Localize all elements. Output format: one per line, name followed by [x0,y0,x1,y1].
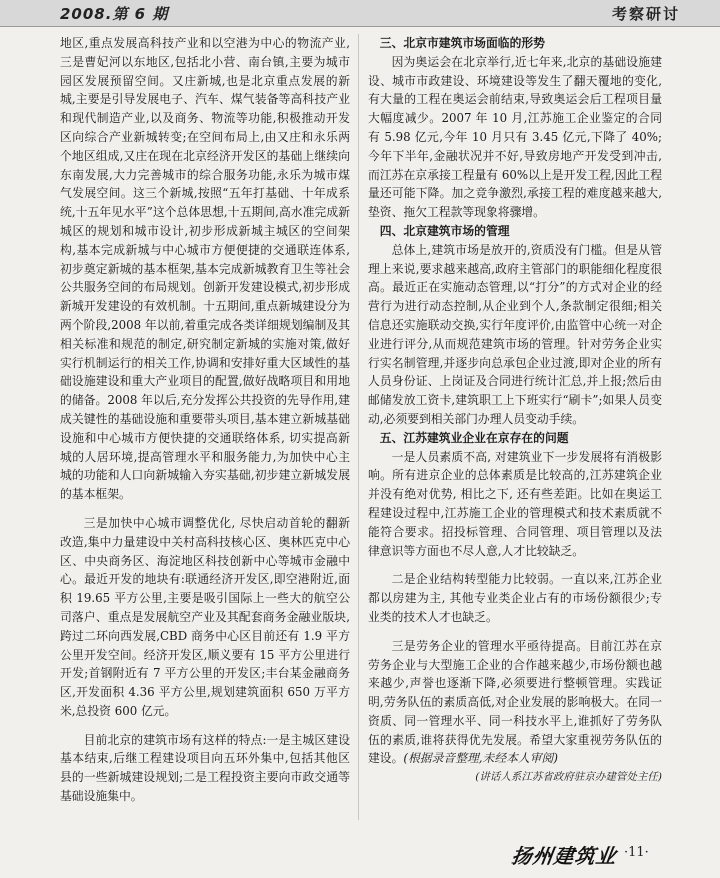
body-paragraph [368,637,662,769]
editor-note: (根据录音整理,未经本人审阅) [403,751,558,766]
body-paragraph: 一是人员素质不高, 对建筑业下一步发展将有消极影响。所有进京企业的总体素质是比较高的,江苏建筑企业并没有绝对优势, 相比之下, 还有些差距。比如在奥运工程建设过程中,江苏施工企业的管理模式和技术素质就不能符合要求。招投标管理、合同管理、项目管理以及法律意识等方面也不尽人意,人才比较缺乏。 [368,449,662,558]
body-paragraph: 因为奥运会在北京举行,近七年来,北京的基础设施建设、城市市政建设、环境建设等发生了翻天覆地的变化,有大量的工程在奥运会前结束,导致奥运会后工程项目量大幅度减少。2007 年 10 月,江苏施工企业鉴定的合同有 5.98 亿元,今年 10 月只有 3.45 亿元,下降了 40%;今年下半年,金融状况并不好,导致房地产开发受到冲击, 而江苏在京承接工程量有 60%以上是开发工程,因此工程量还可能下降。加之竞争激烈,承接工程的难度越来越大,垫资、拖欠工程款等现象将骤增。 [368,54,662,220]
speaker-byline: (讲话人系江苏省政府驻京办建管处主任) [475,771,662,784]
body-paragraph: 目前北京的建筑市场有这样的特点:一是主城区建设基本结束,后继工程建设项目向五环外集中,包括其他区县的一些新城建设规划;二是工程投资主要向市政交通等基础设施集中。 [60,732,350,804]
section-heading: 五、江苏建筑业企业在京存在的问题 [379,430,569,445]
section-heading: 四、北京建筑市场的管理 [379,223,510,238]
body-paragraph: 三是加快中心城市调整优化, 尽快启动首轮的翻新改造,集中力量建设中关村高科技核心区、奥林匹克中心区、中央商务区、海淀地区科技创新中心等城市金融中心。最近开发的地块有:联通经济开发区,即空港附近,面积 19.65 平方公里,主要是吸引国际上一些大的航空公司落户、重点是发展航空产业及其配套商务金融业版块,跨过二环向西发展,CBD 商务中心区目前还有 1.9 平方公里开发空间。经济开发区,顺义要有 15 平方公里进行开发;首钢附近有 7 平方公里的开发区;丰台某金融商务区,开发面积 4.36 平方公里,规划建筑面积 650 万平方米,总投资 600 亿元。 [60,515,350,718]
left-column [60,34,350,820]
body-paragraph: 总体上,建筑市场是放开的,资质没有门槛。但是从管理上来说,要求越来越高,政府主管部门的职能细化程度很高。最近正在实施动态管理,以“打分”的方式对企业的经营行为进行动态控制,从企业到个人,条款制定很细;相关信息还实施联动交换,实行年度评价,由监管中心统一对企业进行评分,从而规范建筑市场的管理。针对劳务企业实行实名制管理,并逐步向总承包企业过渡,即对企业的所有人员身份证、上岗证及合同进行统计汇总,并上报;然后由邮储发放工资卡,建筑职工上下班实行“刷卡”;如果人员变动,必须要到相关部门办理人员变动手续。 [368,242,662,426]
page-number: ·11· [624,845,649,860]
magazine-logo: 扬州建筑业 [510,844,619,868]
right-column [368,34,662,820]
paragraph-text: 三是劳务企业的管理水平亟待提高。目前江苏在京劳务企业与大型施工企业的合作越来越少,市场份额也越来越少,声誉也逐渐下降,必须要进行整顿管理。实践证明,劳务队伍的素质高低,对企业发展的影响极大。在同一资质、同一管理水平、同一科技水平上,谁抓好了劳务队伍的素质,谁将获得优先发展。希望大家重视劳务队伍的建设。 [368,638,662,766]
body-paragraph: 二是企业结构转型能力比较弱。一直以来,江苏企业都以房建为主, 其他专业类企业占有的市场份额很少;专业类的技术人才也缺乏。 [368,572,662,624]
section-title: 考察研讨 [611,5,680,23]
body-paragraph: 地区,重点发展高科技产业和以空港为中心的物流产业,三是曹妃河以东地区,包括北小营、南台镇,主要为城市园区发展预留空间。又庄新城,也是北京重点发展的新城,主要是引导发展电子、汽车、煤气装备等高科技产业和现代制造产业,以及商务、物流等功能,积极推动开发区向综合产业新城转变;在空间布局上,由又庄和永乐两个地区组成,又庄在现在北京经济开发区的基础上继续向东南发展,大力完善城市的综合服务功能,永乐为城市煤气发展空间。这三个新城,按照“五年打基础、十年成系统,十五年见水平”这个总体思想,十五期间,高水准完成新城区的规划和城市设计,初步形成新城主城区的空间架构,基本完成新城与中心城市方便便捷的交通联连体系,初步奠定新城的基本框架,基本完成新城教育卫生等社会公共服务空间的布局规划。创新开发建设模式,初步形成新城开发建设的有效机制。十五期间,重点新城建设分为两个阶段,2008 年以前,着重完成各类详细规划编制及其相关标准和规范的制定,研究制定新城的实施对策,做好实行机制运行的相关工作,协调和安排好重大区域性的基础设施建设和重大产业项目的配置,做好战略项目和用地的储备。2008 年以后,充分发挥公共投资的先导作用,建成关键性的基础设施和重要带头项目,基本建立新城基础设施和中心城市方便快捷的交通联络体系, 切实提高新城的人居环境,提高管理水平和服务能力,为加快中心主城的功能和人口向新城输入夯实基础,初步建立新城发展的基本框架。 [60,36,350,502]
section-heading: 三、北京市建筑市场面临的形势 [379,36,545,50]
column-divider [358,34,359,820]
issue-number: 2008.第 6 期 [60,5,169,23]
page-header [0,0,720,27]
